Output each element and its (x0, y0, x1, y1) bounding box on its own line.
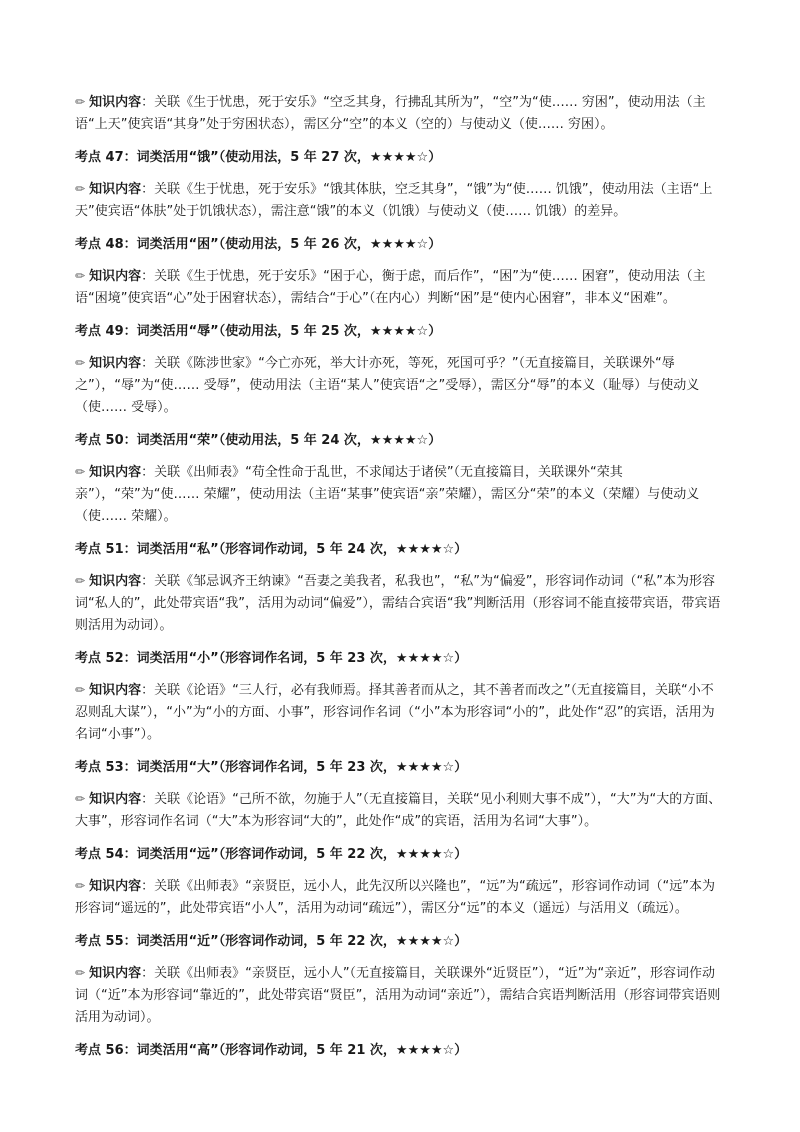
point-heading-52: 考点 52：词类活用“小”（形容词作名词，5 年 23 次，★★★★☆） (75, 651, 468, 666)
knowledge-label: 知识内容 (89, 574, 142, 589)
knowledge-paragraph-50 (75, 461, 725, 528)
knowledge-label: 知识内容 (89, 356, 142, 371)
knowledge-paragraph-48 (75, 265, 725, 310)
pencil-icon: ✏ (75, 182, 86, 196)
knowledge-label: 知识内容 (89, 269, 142, 284)
knowledge-text: ：关联《出师表》“苟全性命于乱世，不求闻达于诸侯”（无直接篇目，关联课外“荣其亲”），“荣”为“使…… 荣耀”，使动用法（主语“某事”使宾语“亲”荣耀），需区分“荣”的本义（荣耀）与使动义（使…… 荣耀）。 (75, 465, 700, 524)
point-heading-54: 考点 54：词类活用“远”（形容词作动词，5 年 22 次，★★★★☆） (75, 847, 468, 862)
knowledge-paragraph-47 (75, 178, 725, 223)
knowledge-label: 知识内容 (89, 182, 142, 197)
pencil-icon: ✏ (75, 879, 86, 893)
pencil-icon: ✏ (75, 683, 86, 697)
point-heading-49: 考点 49：词类活用“辱”（使动用法，5 年 25 次，★★★★☆） (75, 324, 442, 339)
knowledge-text: ：关联《出师表》“亲贤臣，远小人，此先汉所以兴隆也”，“远”为“疏远”，形容词作动词（“远”本为形容词“遥远的”，此处带宾语“小人”，活用为动词“疏远”），需区分“远”的本义（遥远）与活用义（疏远）。 (75, 879, 715, 916)
knowledge-text: ：关联《陈涉世家》“今亡亦死，举大计亦死，等死，死国可乎？”（无直接篇目，关联课外“辱之”），“辱”为“使…… 受辱”，使动用法（主语“某人”使宾语“之”受辱），需区分“辱”的本义（耻辱）与使动义（使…… 受辱）。 (75, 356, 700, 415)
point-heading-55: 考点 55：词类活用“近”（形容词作动词，5 年 22 次，★★★★☆） (75, 934, 468, 949)
pencil-icon: ✏ (75, 966, 86, 980)
knowledge-text: ：关联《论语》“己所不欲，勿施于人”（无直接篇目，关联“见小利则大事不成”），“大”为“大的方面、大事”，形容词作名词（“大”本为形容词“大的”，此处作“成”的宾语，活用为名词“大事”）。 (75, 792, 722, 829)
point-heading-56: 考点 56：词类活用“高”（形容词作动词，5 年 21 次，★★★★☆） (75, 1043, 468, 1058)
pencil-icon: ✏ (75, 95, 86, 109)
knowledge-label: 知识内容 (89, 792, 142, 807)
knowledge-label: 知识内容 (89, 879, 142, 894)
knowledge-label: 知识内容 (89, 683, 142, 698)
knowledge-paragraph-51 (75, 570, 725, 637)
point-heading-51: 考点 51：词类活用“私”（形容词作动词，5 年 24 次，★★★★☆） (75, 542, 468, 557)
knowledge-label: 知识内容 (89, 465, 142, 480)
pencil-icon: ✏ (75, 356, 86, 370)
knowledge-text: ：关联《邹忌讽齐王纳谏》“吾妻之美我者，私我也”，“私”为“偏爱”，形容词作动词（“私”本为形容词“私人的”，此处带宾语“我”，活用为动词“偏爱”），需结合宾语“我”判断活用（形容词不能直接带宾语，带宾语则活用为动词）。 (75, 574, 721, 633)
knowledge-paragraph-52 (75, 679, 725, 746)
knowledge-text: ：关联《出师表》“亲贤臣，远小人”（无直接篇目，关联课外“近贤臣”），“近”为“亲近”，形容词作动词（“近”本为形容词“靠近的”，此处带宾语“贤臣”，活用为动词“亲近”），需结合宾语判断活用（形容词带宾语则活用为动词）。 (75, 966, 721, 1025)
knowledge-paragraph-49 (75, 352, 725, 419)
pencil-icon: ✏ (75, 269, 86, 283)
knowledge-text: ：关联《生于忧患，死于安乐》“饿其体肤，空乏其身”，“饿”为“使…… 饥饿”，使动用法（主语“上天”使宾语“体肤”处于饥饿状态），需注意“饿”的本义（饥饿）与使动义（使…… 饥饿）的差异。 (75, 182, 713, 219)
pencil-icon: ✏ (75, 465, 86, 479)
knowledge-paragraph-55 (75, 962, 725, 1029)
knowledge-text: ：关联《论语》“三人行，必有我师焉。择其善者而从之，其不善者而改之”（无直接篇目，关联“小不忍则乱大谋”），“小”为“小的方面、小事”，形容词作名词（“小”本为形容词“小的”，此处作“忍”的宾语，活用为名词“小事”）。 (75, 683, 715, 742)
knowledge-paragraph-53 (75, 788, 725, 833)
knowledge-label: 知识内容 (89, 95, 142, 110)
point-heading-47: 考点 47：词类活用“饿”（使动用法，5 年 27 次，★★★★☆） (75, 150, 442, 165)
knowledge-paragraph-54 (75, 875, 725, 920)
point-heading-53: 考点 53：词类活用“大”（形容词作名词，5 年 23 次，★★★★☆） (75, 760, 468, 775)
document-body (75, 91, 725, 1071)
pencil-icon: ✏ (75, 792, 86, 806)
knowledge-label: 知识内容 (89, 966, 142, 981)
pencil-icon: ✏ (75, 574, 86, 588)
point-heading-48: 考点 48：词类活用“困”（使动用法，5 年 26 次，★★★★☆） (75, 237, 442, 252)
point-heading-50: 考点 50：词类活用“荣”（使动用法，5 年 24 次，★★★★☆） (75, 433, 442, 448)
knowledge-text: ：关联《生于忧患，死于安乐》“困于心，衡于虑，而后作”，“困”为“使…… 困窘”，使动用法（主语“困境”使宾语“心”处于困窘状态），需结合“于心”（在内心）判断“困”是“使内心困窘”，非本义“困难”。 (75, 269, 706, 306)
knowledge-paragraph-intro (75, 91, 725, 136)
knowledge-text: ：关联《生于忧患，死于安乐》“空乏其身，行拂乱其所为”，“空”为“使…… 穷困”，使动用法（主语“上天”使宾语“其身”处于穷困状态），需区分“空”的本义（空的）与使动义（使…… 穷困）。 (75, 95, 706, 132)
